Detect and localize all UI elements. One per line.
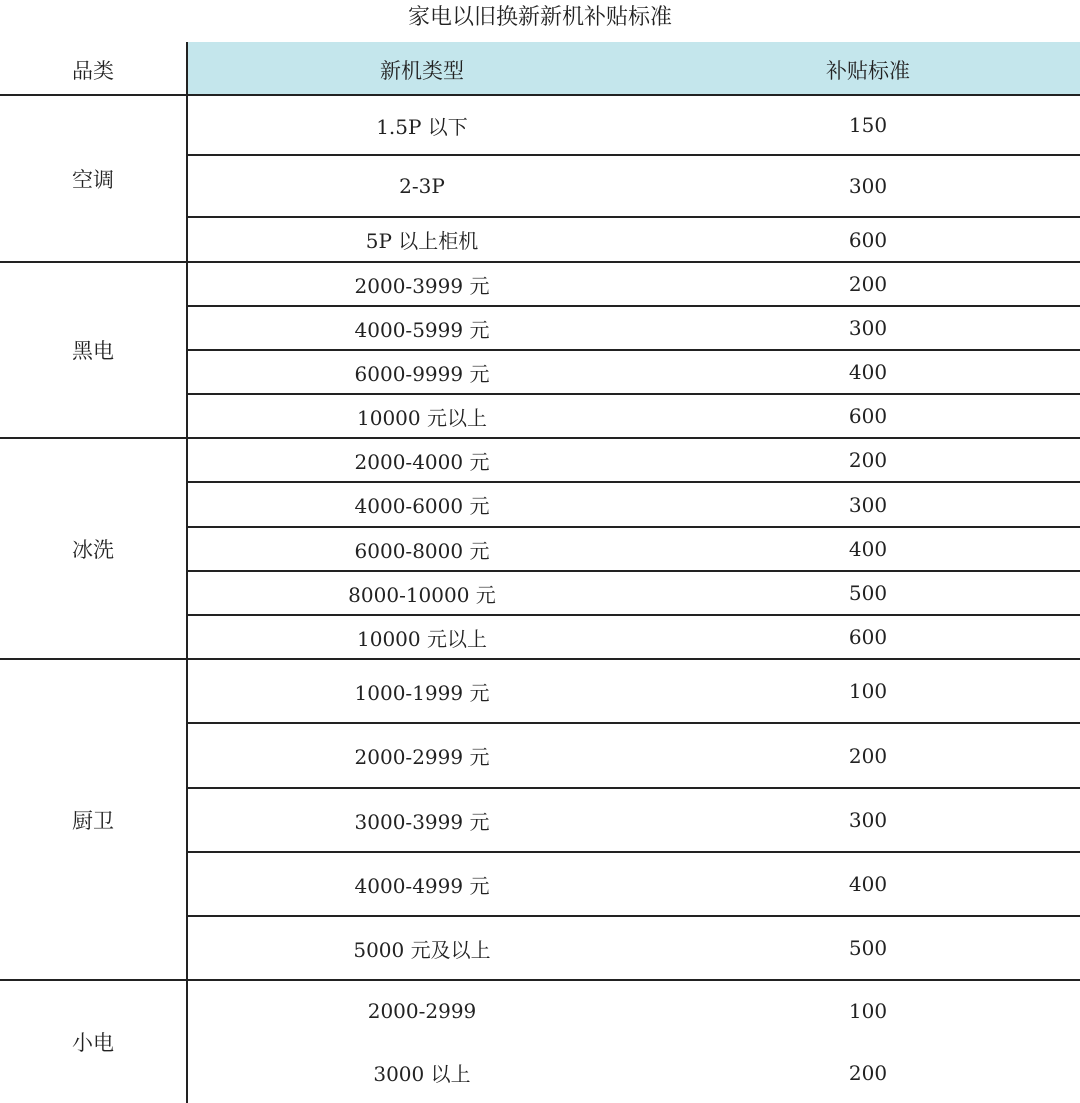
new-machine-type-cell: 10000 元以上 <box>357 405 487 430</box>
new-machine-type-cell: 5000 元及以上 <box>353 937 491 962</box>
column-header-subsidy: 补贴标准 <box>826 58 910 83</box>
new-machine-type-cell: 4000-5999 元 <box>354 317 490 342</box>
row-separator <box>188 393 1080 395</box>
row-separator <box>188 570 1080 572</box>
new-machine-type-cell: 2000-3999 元 <box>354 273 490 298</box>
new-machine-type-cell: 2000-4000 元 <box>354 449 490 474</box>
subsidy-amount-cell: 100 <box>848 999 888 1023</box>
new-machine-type-cell: 4000-4999 元 <box>354 873 490 898</box>
new-machine-type-cell: 5P 以上柜机 <box>365 229 479 253</box>
subsidy-amount-cell: 500 <box>848 581 888 605</box>
new-machine-type-cell: 6000-8000 元 <box>354 538 490 563</box>
row-separator <box>188 216 1080 218</box>
column-header-type: 新机类型 <box>380 58 464 83</box>
category-cell: 厨卫 <box>72 808 114 833</box>
category-cell: 空调 <box>72 167 114 192</box>
subsidy-amount-cell: 400 <box>848 360 888 384</box>
row-separator <box>188 526 1080 528</box>
subsidy-amount-cell: 400 <box>848 872 888 896</box>
row-separator <box>188 481 1080 483</box>
new-machine-type-cell: 4000-6000 元 <box>354 494 490 518</box>
subsidy-amount-cell: 100 <box>848 679 888 703</box>
subsidy-amount-cell: 300 <box>848 492 888 517</box>
new-machine-type-cell: 3000-3999 元 <box>354 809 490 834</box>
subsidy-amount-cell: 600 <box>848 404 888 428</box>
new-machine-type-cell: 2000-2999 元 <box>354 745 490 769</box>
row-separator <box>188 614 1080 616</box>
new-machine-type-cell: 10000 元以上 <box>357 626 487 651</box>
subsidy-amount-cell: 400 <box>848 537 888 561</box>
subsidy-amount-cell: 200 <box>848 743 888 768</box>
subsidy-amount-cell: 300 <box>848 316 888 340</box>
subsidy-amount-cell: 200 <box>848 448 888 472</box>
subsidy-amount-cell: 600 <box>848 625 888 649</box>
row-separator <box>188 915 1080 917</box>
new-machine-type-cell: 2000-2999 <box>367 999 477 1023</box>
subsidy-amount-cell: 300 <box>848 174 888 198</box>
row-separator <box>188 787 1080 789</box>
new-machine-type-cell: 3000 以上 <box>373 1062 471 1086</box>
category-cell: 冰洗 <box>72 537 114 562</box>
row-separator <box>188 722 1080 724</box>
subsidy-amount-cell: 600 <box>848 227 888 252</box>
category-cell: 小电 <box>72 1030 114 1055</box>
table-title: 家电以旧换新新机补贴标准 <box>407 5 672 30</box>
new-machine-type-cell: 8000-10000 元 <box>348 582 496 607</box>
subsidy-amount-cell: 200 <box>848 1060 888 1085</box>
new-machine-type-cell: 1000-1999 元 <box>354 680 490 705</box>
column-header-category: 品类 <box>72 58 114 83</box>
subsidy-amount-cell: 200 <box>848 272 888 296</box>
row-separator <box>188 349 1080 351</box>
row-separator <box>188 305 1080 307</box>
row-separator <box>188 154 1080 156</box>
new-machine-type-cell: 1.5P 以下 <box>376 114 468 139</box>
subsidy-amount-cell: 150 <box>848 113 888 137</box>
subsidy-amount-cell: 300 <box>848 808 888 832</box>
row-separator <box>188 851 1080 853</box>
new-machine-type-cell: 2-3P <box>399 174 445 198</box>
new-machine-type-cell: 6000-9999 元 <box>354 361 490 386</box>
subsidy-amount-cell: 500 <box>848 936 888 960</box>
category-cell: 黑电 <box>72 339 114 363</box>
